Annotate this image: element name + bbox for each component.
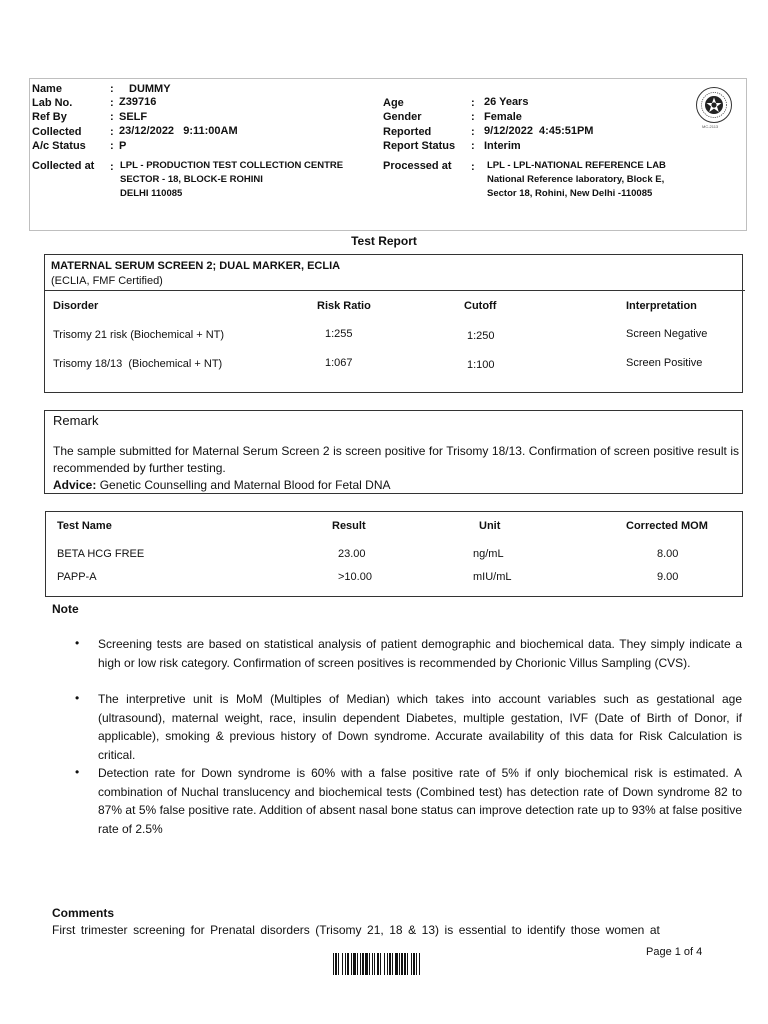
reported-label: Reported [383, 126, 432, 138]
bullet-icon: • [75, 691, 80, 705]
ac-status-value: P [119, 140, 127, 152]
advice-label: Advice: [53, 478, 97, 492]
colon: : [110, 97, 114, 109]
mom-cell: 8.00 [657, 548, 679, 560]
interpretation-cell: Screen Positive [626, 357, 703, 369]
maternal-screen-subtitle: (ECLIA, FMF Certified) [51, 275, 163, 287]
col-header-corrected-mom: Corrected MOM [626, 520, 708, 532]
colon: : [471, 97, 475, 109]
lab-no-label: Lab No. [32, 97, 73, 109]
col-header-interpretation: Interpretation [626, 300, 697, 312]
remark-text: The sample submitted for Maternal Serum Screen 2 is screen positive for Trisomy 18/13. Confirmation of screen positive result is recommended by further testing. [53, 444, 739, 475]
processed-at-line-3: Sector 18, Rohini, New Delhi -110085 [487, 188, 653, 199]
bullet-icon: • [75, 765, 80, 779]
col-header-result: Result [332, 520, 366, 532]
disorder-cell: Trisomy 21 risk (Biochemical + NT) [53, 329, 225, 341]
seal-code: MC-2113 [702, 124, 719, 129]
colon: : [471, 161, 475, 173]
remark-title: Remark [53, 413, 99, 428]
ac-status-label: A/c Status [32, 140, 86, 152]
comments-text: First trimester screening for Prenatal disorders (Trisomy 21, 18 & 13) is essential to identify those women at [52, 923, 660, 937]
advice-line [53, 478, 391, 492]
col-header-test-name: Test Name [57, 520, 112, 532]
lab-no-value: Z39716 [119, 96, 157, 108]
collected-at-line-2: SECTOR - 18, BLOCK-E ROHINI [120, 174, 263, 185]
test-name-cell: PAPP-A [57, 571, 97, 583]
colon: : [110, 83, 114, 95]
colon: : [471, 140, 475, 152]
risk-ratio-cell: 1:067 [325, 357, 353, 369]
maternal-screen-title: MATERNAL SERUM SCREEN 2; DUAL MARKER, ECLIA [51, 260, 341, 272]
collected-at-label: Collected at [32, 160, 95, 172]
divider [45, 290, 745, 291]
unit-cell: ng/mL [473, 548, 504, 560]
processed-at-line-1: LPL - LPL-NATIONAL REFERENCE LAB [487, 160, 666, 171]
collected-value: 23/12/2022 9:11:00AM [119, 125, 238, 137]
barcode-icon [333, 953, 458, 975]
col-header-risk-ratio: Risk Ratio [317, 300, 371, 312]
disorder-cell: Trisomy 18/13 (Biochemical + NT) [53, 358, 223, 370]
collected-at-line-3: DELHI 110085 [120, 188, 183, 199]
col-header-disorder: Disorder [53, 300, 99, 312]
result-cell: 23.00 [338, 548, 366, 560]
processed-at-label: Processed at [383, 160, 452, 172]
colon: : [110, 140, 114, 152]
advice-text: Genetic Counselling and Maternal Blood for Fetal DNA [96, 478, 391, 492]
unit-cell: mIU/mL [473, 571, 512, 583]
reported-value: 9/12/2022 4:45:51PM [484, 125, 594, 137]
colon: : [471, 126, 475, 138]
result-cell: >10.00 [338, 571, 372, 583]
collected-at-line-1: LPL - PRODUCTION TEST COLLECTION CENTRE [120, 160, 344, 171]
age-value: 26 Years [484, 96, 529, 108]
colon: : [471, 111, 475, 123]
colon: : [110, 161, 114, 173]
gender-value: Female [484, 111, 522, 123]
cutoff-cell: 1:250 [467, 330, 495, 342]
interpretation-cell: Screen Negative [626, 328, 708, 340]
ref-by-value: SELF [119, 111, 148, 123]
mom-cell: 9.00 [657, 571, 679, 583]
note-item: The interpretive unit is MoM (Multiples of Median) which takes into account variables such as gestational age (ultrasound), maternal weight, race, insulin dependent Diabetes, multiple gestation, IVF (Date of Birth of Donor, if applicable), smoking & previous history of Down syndrome. Accurate availability of this data for Risk Calculation is critical. [98, 692, 742, 762]
colon: : [110, 126, 114, 138]
colon: : [110, 111, 114, 123]
name-value: DUMMY [129, 83, 171, 95]
bullet-icon: • [75, 636, 80, 650]
note-title: Note [52, 602, 79, 616]
accreditation-seal-icon [695, 86, 733, 124]
name-label: Name [32, 83, 62, 95]
page-number: Page 1 of 4 [646, 946, 703, 958]
processed-at-line-2: National Reference laboratory, Block E, [487, 174, 665, 185]
note-item: Detection rate for Down syndrome is 60% with a false positive rate of 5% if only biochemical risk is estimated. A combination of Nuchal translucency and biochemical tests (Combined test) has detection rate of Down syndrome 82 to 87% at 5% false positive rate. Addition of absent nasal bone status can improve detection rate up to 93% at false positive rate of 2.5% [98, 766, 742, 836]
note-item: Screening tests are based on statistical analysis of patient demographic and biochemical data. They simply indicate a high or low risk category. Confirmation of screen positives is recommended by Chorionic Villus Sampling (CVS). [98, 637, 742, 670]
report-status-label: Report Status [383, 140, 456, 152]
age-label: Age [383, 97, 404, 109]
report-title: Test Report [351, 234, 417, 248]
col-header-cutoff: Cutoff [464, 300, 497, 312]
report-status-value: Interim [484, 140, 521, 152]
test-name-cell: BETA HCG FREE [57, 548, 145, 560]
cutoff-cell: 1:100 [467, 359, 495, 371]
comments-title: Comments [52, 906, 115, 920]
ref-by-label: Ref By [32, 111, 67, 123]
col-header-unit: Unit [479, 520, 501, 532]
gender-label: Gender [383, 111, 422, 123]
collected-label: Collected [32, 126, 82, 138]
risk-ratio-cell: 1:255 [325, 328, 353, 340]
